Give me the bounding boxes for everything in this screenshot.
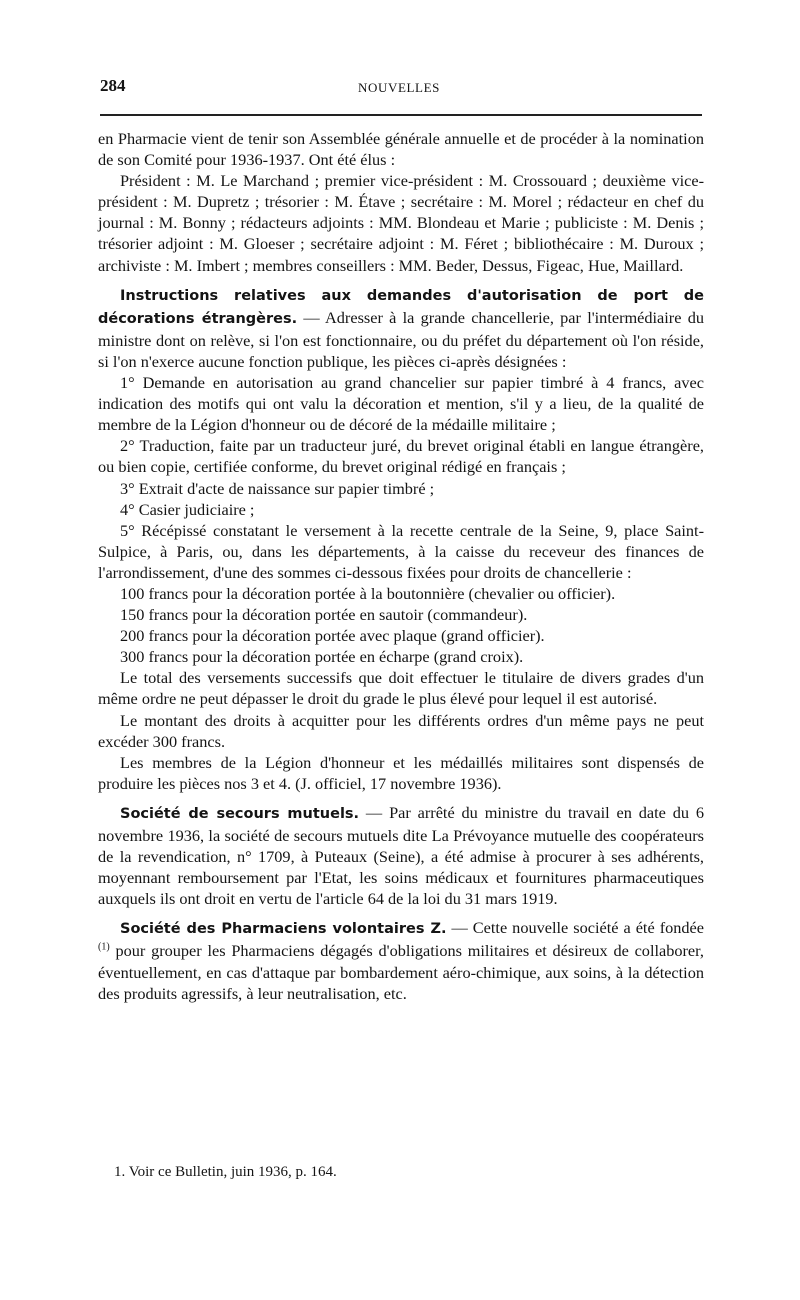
decorations-section bbox=[98, 284, 704, 372]
mutual-society-heading: Société de secours mutuels. bbox=[120, 805, 360, 822]
page-number: 284 bbox=[100, 76, 126, 95]
fee-line: 100 francs pour la décoration portée à la boutonnière (chevalier ou officier). bbox=[120, 583, 616, 603]
mutual-society-text: — Par arrêté du ministre du travail en date du 6 novembre 1936, la société de secours mutuels dite La Prévoyance mutuelle des coopérateurs de la revendication, n° 1709, à Puteaux (Seine), a été admise à procurer à ses adhérents, moyennant remboursement par l'Etat, les soins médicaux et fournitures pharmaceutiques auxquels ils ont droit en vertu de l'article 64 de la loi du 31 mars 1919. bbox=[98, 802, 704, 909]
decorations-intro: — Adresser à la grande chancellerie, par l'intermédiaire du ministre dont on relève, si l'on est fonctionnaire, ou du préfet du département où l'on réside, si l'on n'exerce aucune fonction publique, les pièces ci-après désignées : bbox=[98, 307, 704, 371]
rule-paragraph: Le montant des droits à acquitter pour les différents ordres d'un même pays ne peut excéder 300 francs. bbox=[98, 710, 704, 751]
list-item: 5° Récépissé constatant le versement à la recette centrale de la Seine, 9, place Saint-Sulpice, à Paris, ou, dans les départements, à la caisse du receveur des finances de l'arrondissement, d'une des sommes ci-dessous fixées pour droits de chancellerie : bbox=[98, 520, 704, 582]
rule-paragraph: Le total des versements successifs que doit effectuer le titulaire de divers grades d'un même ordre ne peut dépasser le droit du grade le plus élevé pour lequel il est autorisé. bbox=[98, 668, 704, 709]
rule-paragraph: Les membres de la Légion d'honneur et les médaillés militaires sont dispensés de produire les pièces nos 3 et 4. (J. officiel, 17 novembre 1936). bbox=[98, 752, 704, 793]
committee-members-paragraph: Président : M. Le Marchand ; premier vice-président : M. Crossouard ; deuxième vice-président : M. Dupretz ; trésorier : M. Étave ; secrétaire : M. Morel ; rédacteur en chef du journal : M. Bonny ; rédacteurs adjoints : MM. Blondeau et Marie ; publiciste : M. Denis ; trésorier adjoint : M. Gloeser ; secrétaire adjoint : M. Féret ; bibliothécaire : M. Duroux ; archiviste : M. Imbert ; membres conseillers : MM. Beder, Dessus, Figeac, Hue, Maillard. bbox=[98, 171, 704, 275]
fee-line: 150 francs pour la décoration portée en sautoir (commandeur). bbox=[120, 605, 528, 625]
volunteer-pharmacists-section bbox=[98, 917, 704, 1003]
volunteer-pharmacists-heading: Société des Pharmaciens volontaires Z. bbox=[120, 921, 447, 938]
decorations-heading: Instructions relatives aux demandes d'autorisation de port de décorations étrangères. bbox=[98, 287, 704, 327]
volunteer-pharmacists-text-continued: pour grouper les Pharmaciens dégagés d'obligations militaires et désireux de collaborer, éventuellement, en cas d'attaque par bombardement aéro-chimique, aux soins, à la détection des produits agressifs, à leur neutralisation, etc. bbox=[98, 941, 704, 1003]
running-title: NOUVELLES bbox=[358, 80, 440, 95]
fee-line: 200 francs pour la décoration portée avec plaque (grand officier). bbox=[120, 626, 545, 646]
fee-line: 300 francs pour la décoration portée en écharpe (grand croix). bbox=[120, 647, 524, 667]
list-item: 3° Extrait d'acte de naissance sur papier timbré ; bbox=[120, 478, 435, 498]
list-item: 1° Demande en autorisation au grand chancelier sur papier timbré à 4 francs, avec indication des motifs qui ont valu la décoration et mention, s'il y a lieu, de la qualité de membre de la Légion d'honneur ou de décoré de la médaille militaire ; bbox=[98, 373, 704, 435]
article-body bbox=[98, 128, 704, 1004]
volunteer-pharmacists-text: — Cette nouvelle société a été fondée bbox=[446, 918, 704, 938]
mutual-society-section bbox=[98, 802, 704, 909]
header-rule bbox=[100, 114, 702, 116]
committee-intro-paragraph: en Pharmacie vient de tenir son Assemblée générale annuelle et de procéder à la nomination de son Comité pour 1936-1937. Ont été élus : bbox=[98, 129, 704, 170]
footnote-reference: (1) bbox=[98, 942, 110, 954]
list-item: 2° Traduction, faite par un traducteur juré, du brevet original établi en langue étrangère, ou bien copie, certifiée conforme, du brevet original rédigé en français ; bbox=[98, 436, 704, 477]
footnote: 1. Voir ce Bulletin, juin 1936, p. 164. bbox=[114, 1164, 337, 1180]
list-item: 4° Casier judiciaire ; bbox=[120, 499, 255, 519]
